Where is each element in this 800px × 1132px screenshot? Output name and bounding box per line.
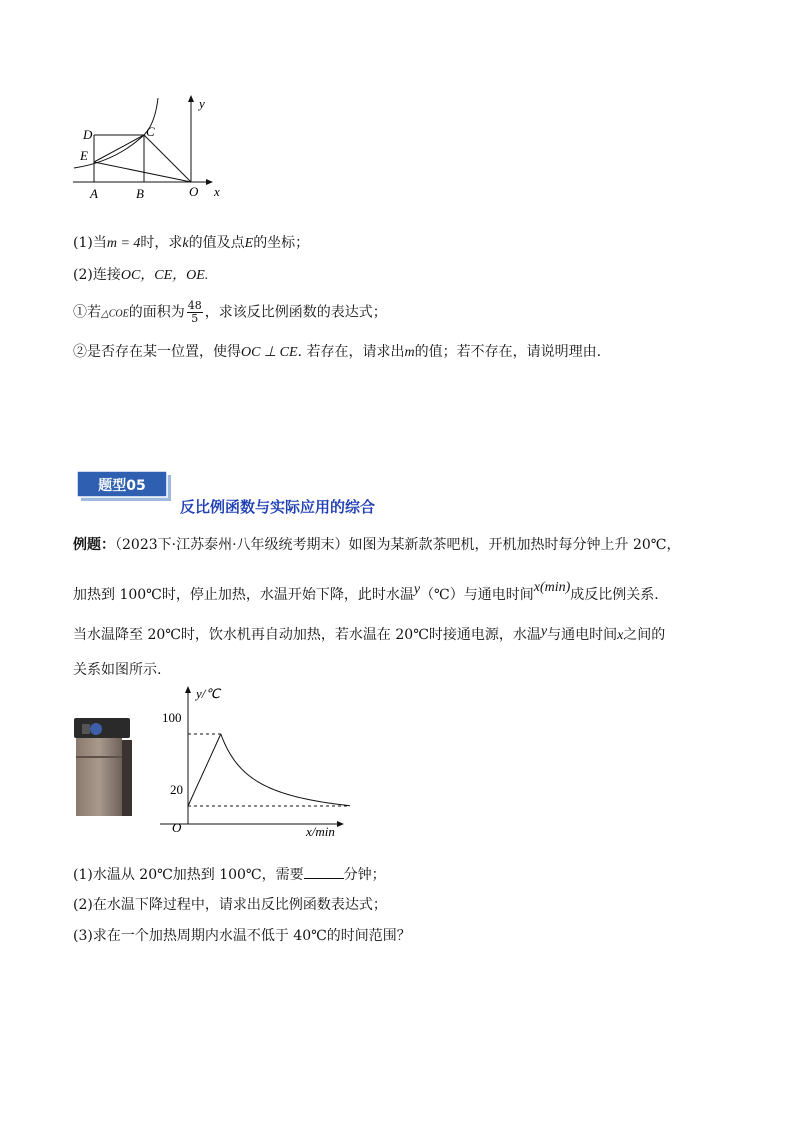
- q1-E: E: [244, 236, 254, 251]
- segment-CO: [144, 135, 191, 182]
- tea-machine-image: [72, 716, 136, 818]
- example-text-4: 关系如图所示.: [73, 662, 162, 678]
- example-text-2b: （℃）与通电时间: [420, 587, 534, 603]
- section-badge: [75, 469, 173, 503]
- example-text-3c: 之间的: [623, 627, 666, 643]
- chart-marks: [188, 734, 350, 806]
- q1-k: k: [182, 236, 189, 251]
- label-E: E: [80, 148, 88, 163]
- sub-question-1: [73, 864, 386, 885]
- geometry-figure: [70, 92, 230, 207]
- section-heading: 反比例函数与实际应用的综合: [180, 498, 376, 516]
- q2-1-prefix: ①若: [73, 304, 101, 321]
- example-line-1: [73, 535, 680, 555]
- example-x-min: x(min): [533, 580, 571, 595]
- example-y2: y: [540, 624, 548, 639]
- triangle-COE: △COE: [101, 308, 129, 320]
- label-y: y: [199, 96, 205, 111]
- q1-prefix: (1)当: [73, 235, 107, 251]
- sub-question-2: [73, 895, 387, 915]
- sub-question-3: [73, 926, 411, 946]
- label-O: O: [189, 184, 199, 199]
- question-2-1: [73, 300, 387, 325]
- p2-text: (2)在水温下降过程中，请求出反比例函数表达式；: [73, 897, 387, 913]
- example-y: y: [413, 582, 421, 597]
- label-x: x: [214, 184, 220, 199]
- q2-2-prefix: ②是否存在某一位置，使得: [73, 344, 241, 360]
- example-text-3b: 与通电时间: [547, 627, 618, 643]
- fraction-denominator: 5: [191, 312, 199, 325]
- example-x2: x: [617, 628, 624, 643]
- example-label: 例题：: [73, 537, 115, 553]
- temperature-chart: [150, 682, 350, 842]
- label-A: A: [90, 186, 98, 201]
- q1-m: m = 4: [106, 236, 141, 251]
- answer-blank[interactable]: [304, 864, 344, 879]
- chart-y-arrow: [185, 686, 191, 693]
- p3-text: (3)求在一个加热周期内水温不低于 40℃的时间范围？: [73, 928, 411, 944]
- chart-x-arrow: [337, 821, 344, 827]
- q2-1-text: 的面积为: [128, 304, 185, 321]
- p1-text-a: (1)水温从 20℃加热到 100℃，需要: [73, 867, 304, 883]
- chart-origin: O: [172, 820, 182, 835]
- p1-text-b: 分钟；: [343, 867, 386, 883]
- badge-text: 题型05: [98, 478, 146, 494]
- q1-text: 时，求: [140, 235, 183, 251]
- chart-ylabel: y/℃: [196, 686, 220, 701]
- fraction-48-5: [187, 300, 203, 325]
- example-line-2: [73, 580, 659, 606]
- label-D: D: [83, 127, 93, 142]
- example-text-3a: 当水温降至 20℃时，饮水机再自动加热，若水温在 20℃时接通电源，水温: [73, 627, 541, 643]
- tick-label-100: 100: [162, 710, 182, 725]
- cooling-curve: [221, 734, 350, 806]
- segment-EO: [94, 162, 191, 182]
- x-axis-arrow: [206, 179, 213, 185]
- example-line-3: [73, 625, 665, 646]
- example-text-1: （2023下·江苏泰州·八年级统考期末）如图为某新款茶吧机，开机加热时每分钟上升 20℃，: [115, 537, 681, 553]
- label-B: B: [136, 186, 144, 201]
- fraction-numerator: 48: [187, 299, 202, 312]
- segment-EC: [94, 135, 144, 162]
- question-1: [73, 233, 309, 254]
- heating-line: [188, 734, 221, 806]
- question-2: [73, 265, 208, 286]
- example-text-2c: 成反比例关系.: [570, 587, 659, 603]
- example-text-2a: 加热到 100℃时，停止加热，水温开始下降，此时水温: [73, 587, 414, 603]
- q2-2-text: . 若存在，请求出: [297, 344, 405, 360]
- example-line-4: [73, 660, 161, 680]
- y-axis-arrow: [188, 95, 194, 102]
- q2-1-text2: ，求该反比例函数的表达式；: [204, 304, 387, 321]
- q2-items: OC，CE，OE.: [120, 268, 209, 283]
- tick-label-20: 20: [170, 782, 183, 797]
- chart-xlabel: x/min: [306, 824, 335, 839]
- q1-text2: 的值及点: [188, 235, 245, 251]
- q2-prefix: (2)连接: [73, 267, 121, 283]
- q2-2-expr: OC ⊥ CE: [241, 345, 298, 360]
- q1-text3: 的坐标；: [253, 235, 310, 251]
- q2-2-m: m: [404, 345, 415, 360]
- question-2-2: [73, 342, 601, 363]
- label-C: C: [146, 124, 155, 139]
- q2-2-text2: 的值；若不存在，请说明理由.: [414, 344, 602, 360]
